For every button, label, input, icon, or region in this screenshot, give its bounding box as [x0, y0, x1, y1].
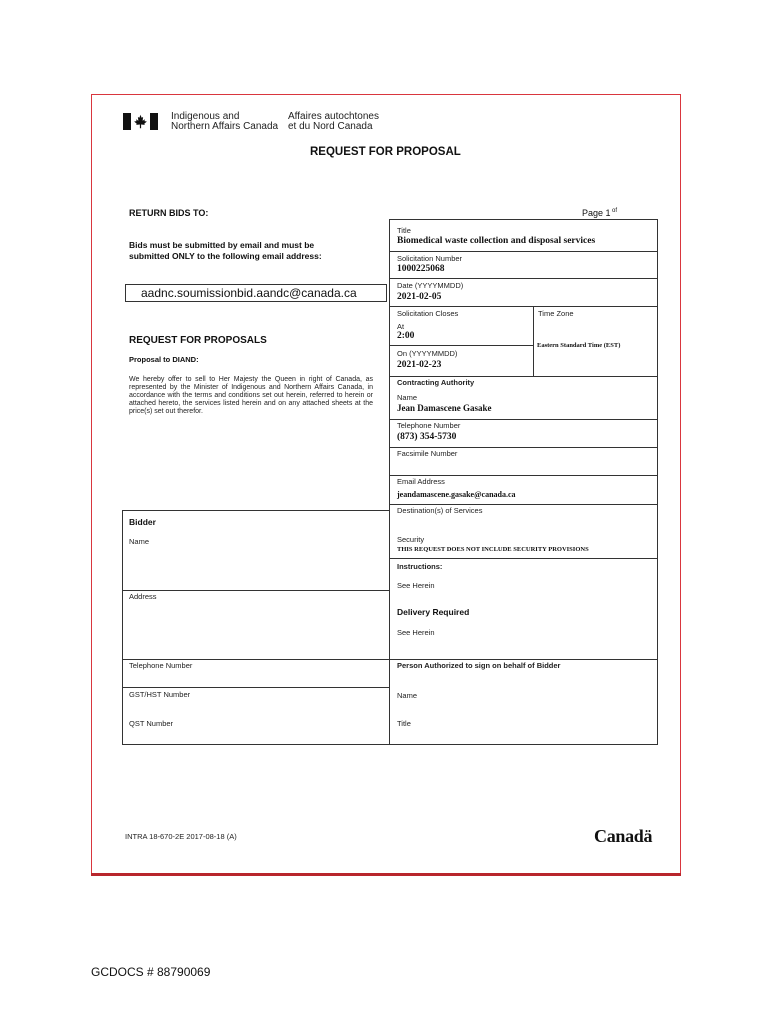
proposal-to-label: Proposal to DIAND: [129, 355, 199, 364]
delivery-required-value: See Herein [397, 628, 435, 637]
bidder-name-label: Name [129, 537, 150, 546]
email-address-label: Email Address [397, 477, 445, 486]
instruction-line2: submitted ONLY to the following email address: [129, 251, 322, 261]
solicitation-number-value: 1000225068 [397, 264, 445, 274]
bidder-telephone-label: Telephone Number [129, 661, 193, 670]
title-value: Biomedical waste collection and disposal services [397, 236, 596, 246]
closes-on-label: On (YYYYMMDD) [397, 349, 458, 358]
return-bids-heading: RETURN BIDS TO: [129, 208, 209, 218]
time-zone-value: Eastern Standard Time (EST) [537, 342, 621, 349]
telephone-value: (873) 354-5730 [397, 432, 457, 442]
instructions-value: See Herein [397, 581, 435, 590]
dept-name-en-line1: Indigenous and [171, 111, 240, 122]
closes-on-value: 2021-02-23 [397, 360, 442, 370]
authorized-name-label: Name [397, 691, 418, 700]
dept-name-fr-line1: Affaires autochtones [288, 111, 379, 122]
canada-wordmark: Canadä [594, 826, 653, 846]
contact-name-label: Name [397, 393, 418, 402]
page-label: Page 1 [582, 208, 611, 218]
date-label: Date (YYYYMMDD) [397, 281, 464, 290]
solicitation-number-label: Solicitation Number [397, 254, 463, 263]
contact-name-value: Jean Damascene Gasake [397, 403, 492, 413]
canada-flag-icon [123, 113, 158, 130]
bidder-address-label: Address [129, 592, 157, 601]
instructions-label: Instructions: [397, 562, 443, 571]
page-of-label: of [612, 208, 618, 214]
closes-at-label: At [397, 322, 405, 331]
gcdocs-reference: GCDOCS # 88790069 [91, 965, 211, 979]
facsimile-label: Facsimile Number [397, 449, 458, 458]
date-value: 2021-02-05 [397, 292, 442, 302]
email-address-value: jeandamascene.gasake@canada.ca [397, 490, 516, 499]
solicitation-closes-label: Solicitation Closes [397, 309, 459, 318]
maple-leaf-icon [133, 114, 148, 129]
authorized-person-label: Person Authorized to sign on behalf of Bidder [397, 661, 561, 670]
gst-hst-label: GST/HST Number [129, 690, 191, 699]
destination-label: Destination(s) of Services [397, 506, 483, 515]
form-title: REQUEST FOR PROPOSAL [310, 146, 461, 158]
security-label: Security [397, 535, 425, 544]
time-zone-label: Time Zone [538, 309, 574, 318]
dept-name-en-line2: Northern Affairs Canada [171, 121, 279, 132]
offer-text: We hereby offer to sell to Her Majesty the Queen in right of Canada, as represented by the Minister of Indigenous and Northern Affairs Canada, in accordance with the terms and conditions set out herein, referred to herein or attached hereto, the services listed herein and on any attached sheets at the price(s) set out therefor. [129, 376, 373, 415]
form-code: INTRA 18-670-2E 2017-08-18 (A) [125, 832, 237, 841]
bidder-heading: Bidder [129, 517, 156, 527]
submission-email: aadnc.soumissionbid.aandc@canada.ca [125, 284, 387, 302]
closes-at-value: 2:00 [397, 331, 415, 341]
delivery-required-label: Delivery Required [397, 607, 470, 617]
page-bottom-rule [91, 873, 681, 876]
security-value: THIS REQUEST DOES NOT INCLUDE SECURITY PROVISIONS [397, 546, 589, 553]
qst-label: QST Number [129, 719, 174, 728]
authorized-title-label: Title [397, 719, 411, 728]
instruction-line1: Bids must be submitted by email and must be [129, 240, 315, 250]
contracting-authority-label: Contracting Authority [397, 378, 475, 387]
dept-name-fr-line2: et du Nord Canada [288, 121, 373, 132]
telephone-label: Telephone Number [397, 421, 461, 430]
rfp-heading: REQUEST FOR PROPOSALS [129, 335, 267, 346]
title-label: Title [397, 226, 411, 235]
